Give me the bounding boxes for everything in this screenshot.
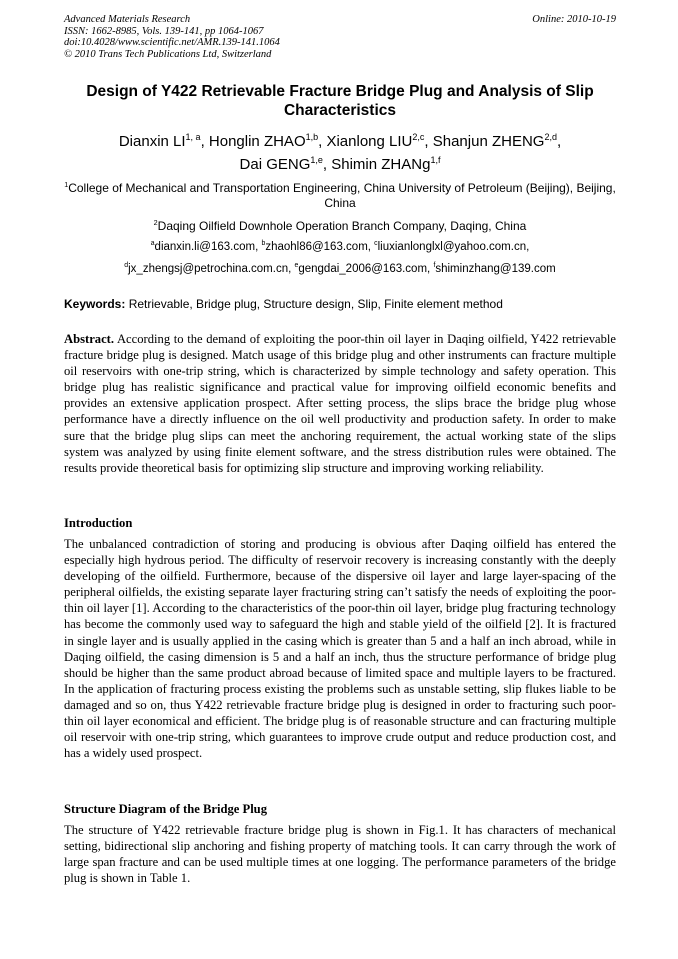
email-sup: b [261, 240, 266, 248]
email-line-2 [64, 262, 616, 276]
author-name: Shimin ZHANg [331, 156, 431, 173]
affiliation-2 [64, 219, 616, 234]
section-heading-structure: Structure Diagram of the Bridge Plug [64, 802, 267, 816]
author-separator: , [424, 133, 433, 150]
email-sup: f [433, 262, 436, 270]
author-separator: , [322, 156, 332, 173]
email-sup: a [150, 240, 155, 248]
doi-line[interactable]: doi:10.4028/www.scientific.net/AMR.139-141.1064 [64, 37, 280, 48]
author-sup: 1, a [185, 132, 201, 142]
author-sup: 1,f [430, 155, 441, 165]
affiliation-sup: 2 [153, 218, 158, 227]
abstract [64, 331, 616, 476]
email-address[interactable]: zhaohl86@163.com, [265, 241, 375, 253]
author-sup: 1,e [310, 155, 323, 165]
author-separator: , [556, 133, 562, 150]
introduction-paragraph: The unbalanced contradiction of storing and producing is obvious after Daqing oilfield has entered the especially high hydrous period. The difficulty of reservoir recovery is increasing constantly with the deeply developing of the oilfield. Furthermore, because of the dispersive oil layer and large layer-spacing of the peripheral oilfields, the existing separate layer fracturing string can’t satisfy the needs of exploiting the poor-thin oil layer [1]. According to the characteristics of the poor-thin oil layer, bridge plug fracturing technology has become the commonly used way to safeguard the high and stable yield of the oilfield [2]. It is fractured in single layer and is usually applied in the casing which is greater than 5 and a half an inch abroad, while in Daqing oilfield, the casing dimension is 5 and a half an inch, thus the structure performance of bridge plug should be higher than the same product abroad because of limited space and multiple layers to be fractured. In the application of fracturing process existing the problems such as unstable setting, slip flukes liable to be damaged and so on, thus Y422 retrievable fracture bridge plug is designed in order to fracturing such poor-thin oil layer economical and efficient. The bridge plug is of reasonable structure and can fracturing multiple oil reservoir with one-trip string, which guarantees to improve crude output and reduce production cost, and has a widely used prospect. [64, 537, 616, 761]
email-address[interactable]: gengdai_2006@163.com, [298, 263, 434, 275]
section-heading-introduction: Introduction [64, 516, 133, 530]
journal-header [64, 14, 616, 60]
keywords [64, 297, 616, 312]
email-address[interactable]: shiminzhang@139.com [435, 263, 556, 275]
abstract-label: Abstract. [64, 332, 115, 346]
email-sup: d [124, 262, 129, 270]
affiliation-1 [64, 181, 616, 211]
email-sup: c [374, 240, 378, 248]
author-name: Xianlong LIU [326, 133, 413, 150]
author-sup: 2,c [412, 132, 425, 142]
author-sup: 2,d [544, 132, 557, 142]
author-separator: , [200, 133, 209, 150]
affiliation-text: Daqing Oilfield Downhole Operation Branch Company, Daqing, China [157, 219, 527, 233]
copyright-line: © 2010 Trans Tech Publications Ltd, Switzerland [64, 48, 272, 60]
email-line-1 [64, 240, 616, 254]
email-address[interactable]: dianxin.li@163.com, [154, 241, 262, 253]
abstract-text: According to the demand of exploiting the poor-thin oil layer in Daqing oilfield, Y422 retrievable fracture bridge plug is designed. Match usage of this bridge plug and other instruments can fracture multiple oil reservoirs with one-trip string, which is characterized by simple technology and safety operation. This bridge plug has realistic significance and practical value for improving oilfield economic benefits and provides an extensive application prospect. After setting process, the slips brace the bridge plug whose performance have a directly influence on the oil well productivity and production safety. In order to make sure that the bridge plug slips can meet the anchoring requirement, the actual working state of the slips system was analyzed by using finite element software, and the stress distribution rules were obtained. The results provide theoretical basis for optimizing slip structure and improving working reliability. [64, 332, 616, 475]
author-line-2 [64, 153, 616, 176]
issn-line: ISSN: 1662-8985, Vols. 139-141, pp 1064-1067 [64, 25, 264, 37]
author-list [64, 130, 616, 176]
author-name: Shanjun ZHENG [432, 133, 545, 150]
paper-title: Design of Y422 Retrievable Fracture Bridge Plug and Analysis of Slip Characteristics [86, 83, 594, 119]
keywords-text: Retrievable, Bridge plug, Structure design, Slip, Finite element method [125, 297, 503, 311]
affiliation-sup: 1 [64, 180, 69, 189]
structure-paragraph: The structure of Y422 retrievable fracture bridge plug is shown in Fig.1. It has characters of mechanical setting, bidirectional slip anchoring and fishing property of matching tools. It can carry through the work of large span fracture and can be used multiple times at one logging. The performance parameters of the bridge plug is shown in Table 1. [64, 823, 616, 886]
author-name: Dianxin LI [118, 133, 186, 150]
author-name: Dai GENG [239, 156, 311, 173]
author-sup: 1,b [305, 132, 319, 142]
email-address[interactable]: jx_zhengsj@petrochina.com.cn, [128, 263, 295, 275]
email-address[interactable]: liuxianlonglxl@yahoo.com.cn, [377, 241, 530, 253]
keywords-label: Keywords: [64, 297, 126, 311]
author-separator: , [318, 133, 327, 150]
author-name: Honglin ZHAO [208, 133, 306, 150]
journal-name: Advanced Materials Research [64, 14, 191, 25]
email-sup: e [294, 262, 299, 270]
online-date: Online: 2010-10-19 [532, 14, 616, 25]
author-line-1 [64, 130, 616, 153]
affiliation-text: College of Mechanical and Transportation Engineering, China University of Petroleum (Beijing), Beijing, China [68, 181, 616, 210]
